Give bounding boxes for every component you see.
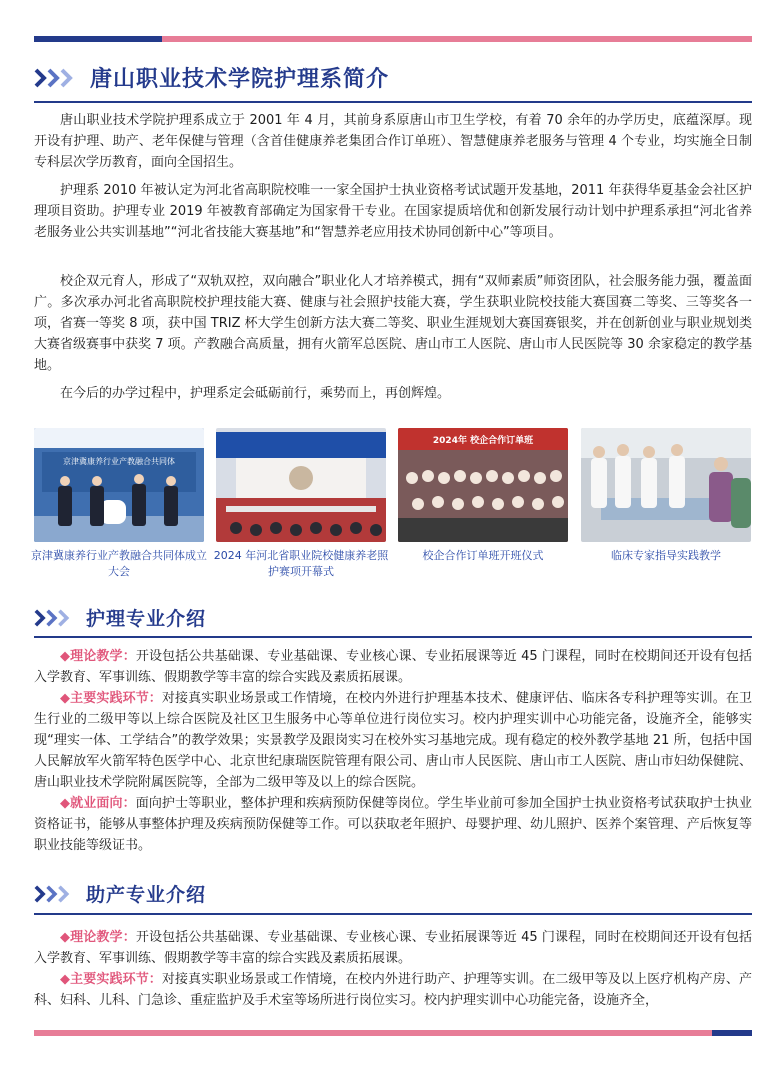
photo-clinical (581, 428, 751, 542)
midwifery-section-title: 助产专业介绍 (86, 884, 207, 906)
midwifery-theory-text: 开设包括公共基础课、专业基础课、专业核心课、专业拓展课等近 45 门课程，同时在校期间还开设有包括入学教育、军事训练、假期教学等丰富的综合实践及素质拓展课。 (34, 930, 752, 966)
midwifery-rule (34, 913, 752, 915)
intro-paragraph-2: 护理系 2010 年被认定为河北省高职院校唯一一家全国护士执业资格考试试题开发基地，2011 年获得华夏基金会社区护理项目资助。护理专业 2019 年被教育部确定为国家骨干专业。在国家提质培优和创新发展行动计划中护理系承担“河北省养老服务业公共实训基地”“河北省技能大赛基地”和“智慧养老应用技术协同创新中心”等项目。 (34, 183, 752, 240)
photo-ceremony (34, 428, 204, 542)
photo-screen-text-1: 京津冀康养行业产教融合共同体 (63, 457, 175, 466)
triple-chevron-icon (34, 884, 74, 904)
triple-chevron-icon (34, 67, 78, 89)
nursing-theory-paragraph (34, 646, 752, 688)
intro-paragraph-4: 在今后的办学过程中，护理系定会砥砺前行，乘势而上，再创辉煌。 (60, 386, 451, 401)
photo-caption-4: 临床专家指导实践教学 (611, 549, 721, 562)
title-rule (34, 101, 752, 103)
midwifery-practice-text: 对接真实职业场景或工作情境，在校内外进行助产、护理等实训。在二级甲等及以上医疗机构产房、产科、妇科、儿科、门急诊、重症监护及手术室等场所进行岗位实习。校内护理实训中心功能完备，设施齐全， (34, 972, 752, 1008)
nursing-practice-label: ◆主要实践环节： (60, 691, 162, 706)
triple-chevron-icon (34, 608, 74, 628)
photo-caption-2: 2024 年河北省职业院校健康养老照护赛项开幕式 (213, 549, 389, 578)
photo-caption-1: 京津冀康养行业产教融合共同体成立大会 (31, 549, 207, 578)
photo-screen-text-3: 2024年 校企合作订单班 (432, 436, 534, 446)
nursing-employment-label: ◆就业面向： (60, 796, 136, 811)
midwifery-theory-paragraph (34, 927, 752, 969)
midwifery-section-header (34, 880, 752, 907)
photo-opening (216, 428, 386, 542)
nursing-theory-text: 开设包括公共基础课、专业基础课、专业核心课、专业拓展课等近 45 门课程，同时在校期间还开设有包括入学教育、军事训练、假期教学等丰富的综合实践及素质拓展课。 (34, 649, 752, 685)
nursing-practice-text: 对接真实职业场景或工作情境，在校内外进行护理基本技术、健康评估、临床各专科护理等实训。在卫生行业的二级甲等以上综合医院及社区卫生服务中心等单位进行岗位实习。校内护理实训中心功能完备，设施齐全，能够实现“理实一体、工学结合”的教学效果；实景教学及跟岗实习在校外实习基地完成。现有稳定的校外教学基地 21 所，包括中国人民解放军火箭军特色医学中心、北京世纪康瑞医院管理有限公司、唐山市人民医院、唐山市工人医院、唐山市妇幼保健院、唐山职业技术学院附属医院等，全部为二级甲等及以上的综合医院。 (34, 691, 752, 790)
midwifery-practice-label: ◆主要实践环节： (60, 972, 162, 987)
nursing-rule (34, 636, 752, 638)
midwifery-practice-paragraph (34, 969, 752, 1011)
nursing-employment-text: 面向护士等职业，整体护理和疾病预防保健等岗位。学生毕业前可参加全国护士执业资格考试获取护士执业资格证书，能够从事整体护理及疾病预防保健等工作。可以获取老年照护、母婴护理、幼儿照护、医养个案管理、产后恢复等职业技能等级证书。 (34, 796, 752, 853)
page-title: 唐山职业技术学院护理系简介 (90, 67, 390, 92)
intro-paragraph-1: 唐山职业技术学院护理系成立于 2001 年 4 月，其前身系原唐山市卫生学校，有着 70 余年的办学历史，底蕴深厚。现开设有护理、助产、老年保健与管理（含首佳健康养老集团合作订单班）、智慧健康养老服务与管理 4 个专业，均实施全日制专科层次学历教育，面向全国招生。 (34, 113, 752, 170)
intro-paragraph-3: 校企双元育人，形成了“双轨双控，双向融合”职业化人才培养模式，拥有“双师素质”师资团队，社会服务能力强，覆盖面广。多次承办河北省高职院校护理技能大赛、健康与社会照护技能大赛，学生获职业院校技能大赛国赛二等奖、三等奖各一项，省赛一等奖 8 项，获中国 TRIZ 杯大学生创新方法大赛二等奖、职业生涯规划大赛国赛银奖，并在创新创业与职业规划类大赛省级赛事中获奖 7 项。产教融合高质量，拥有火箭军总医院、唐山市工人医院、唐山市人民医院等 30 余家稳定的教学基地。 (34, 274, 752, 373)
bottom-color-bar (34, 1030, 752, 1036)
page-title-header (34, 62, 752, 93)
midwifery-theory-label: ◆理论教学： (60, 930, 136, 945)
nursing-section-title: 护理专业介绍 (86, 608, 207, 630)
nursing-practice-paragraph (34, 688, 752, 793)
nursing-section-header (34, 604, 752, 631)
nursing-employment-paragraph (34, 793, 752, 856)
nursing-theory-label: ◆理论教学： (60, 649, 136, 664)
photo-caption-3: 校企合作订单班开班仪式 (422, 549, 544, 562)
photo-gallery (31, 428, 752, 578)
top-color-bar (34, 36, 752, 42)
photo-class-opening (398, 428, 568, 542)
